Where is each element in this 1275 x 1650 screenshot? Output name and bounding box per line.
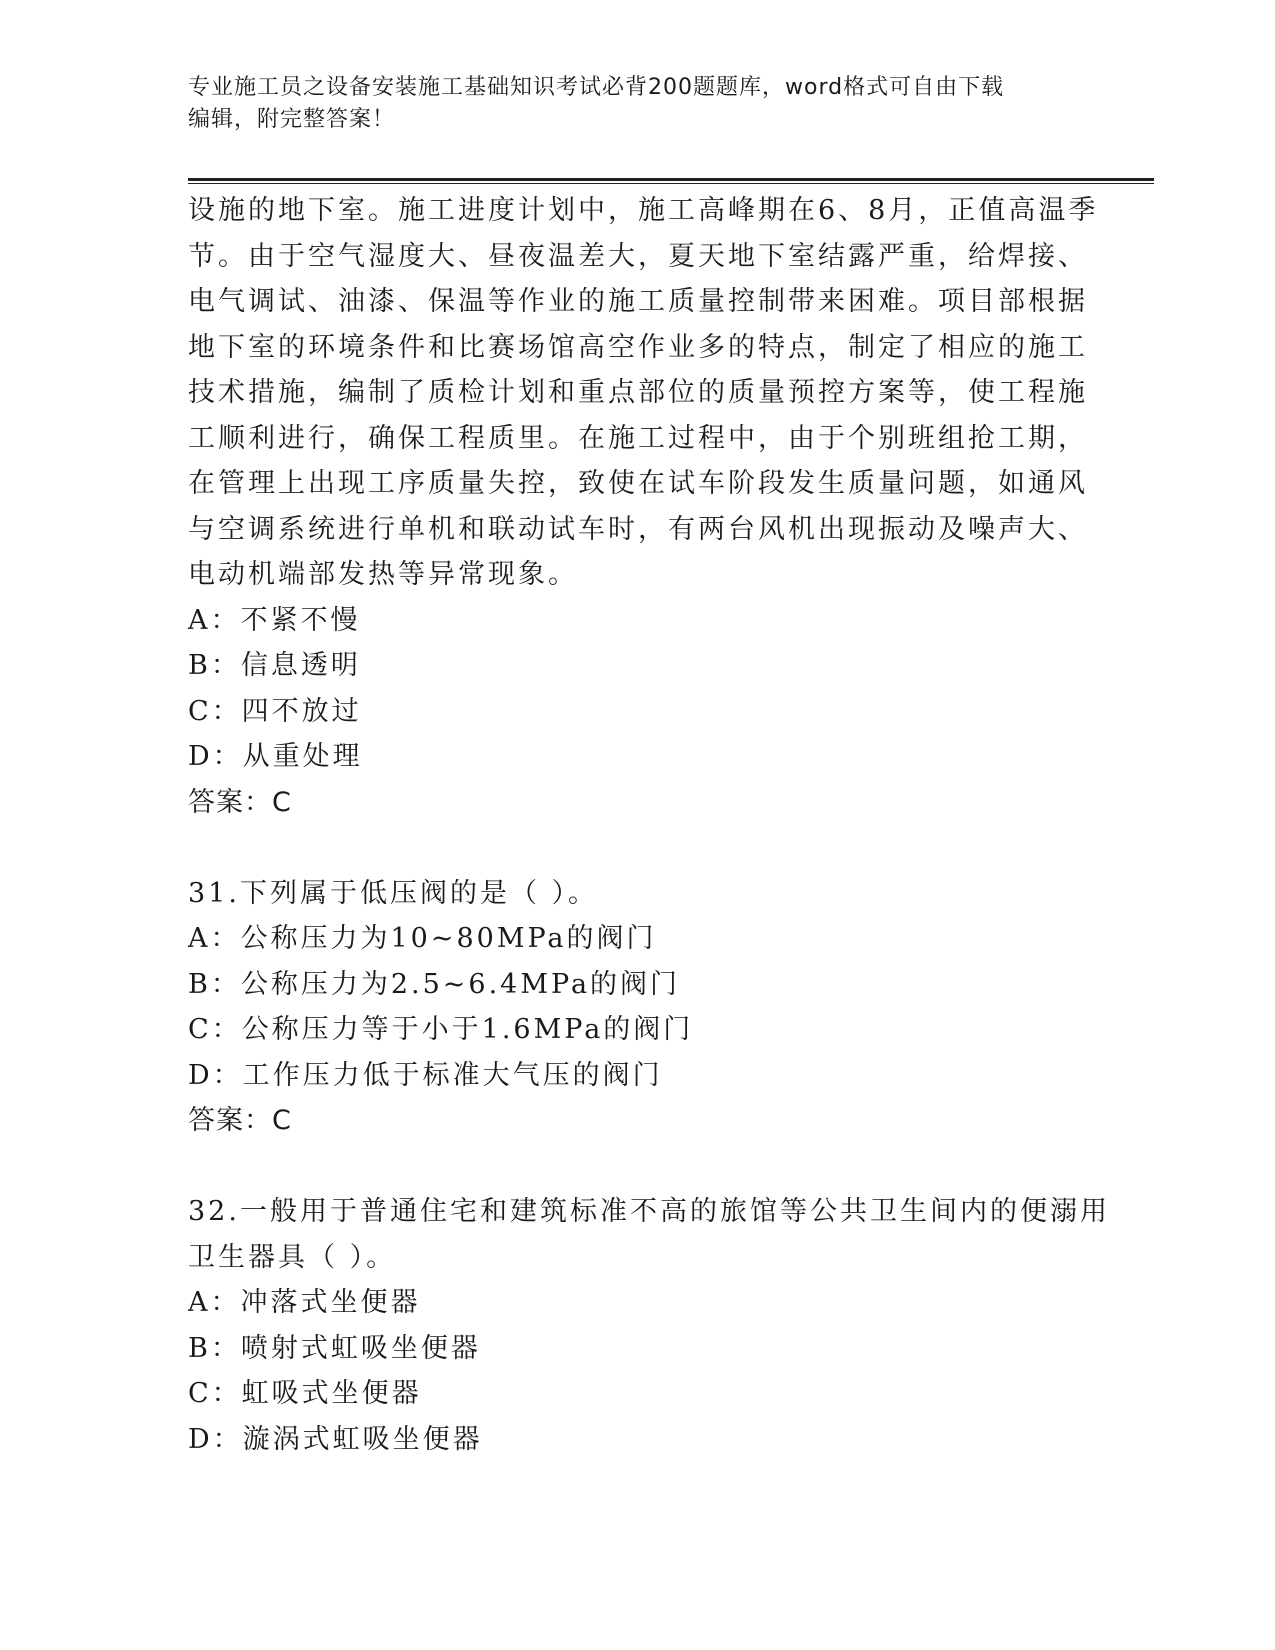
question-31: [188, 871, 1088, 1144]
question-32-stem-line2: 卫生器具（ ）。: [188, 1241, 397, 1273]
paragraph-line: 节。由于空气湿度大、昼夜温差大，夏天地下室结露严重，给焊接、: [188, 240, 1088, 272]
spacer: [188, 1144, 1088, 1190]
question-31-answer: 答案：C: [188, 1105, 292, 1136]
option-b: B：信息透明: [188, 650, 361, 681]
option-c: C：四不放过: [188, 695, 362, 727]
option-d: D：从重处理: [188, 741, 363, 772]
option-c: C：公称压力等于小于1.6MPa的阀门: [188, 1014, 694, 1045]
option-b: B：公称压力为2.5~6.4MPa的阀门: [188, 968, 681, 1000]
option-d: D：工作压力低于标准大气压的阀门: [188, 1059, 663, 1091]
question-32-stem-line1: 32.一般用于普通住宅和建筑标准不高的旅馆等公共卫生间内的便溺用: [188, 1196, 1110, 1227]
spacer: [188, 825, 1088, 871]
paragraph-line: 电气调试、油漆、保温等作业的施工质量控制带来困难。项目部根据: [188, 286, 1088, 317]
header-title-line2: 编辑，附完整答案！: [188, 107, 396, 132]
prev-question-options: [188, 598, 1088, 780]
option-b: B：喷射式虹吸坐便器: [188, 1332, 481, 1364]
option-d: D：漩涡式虹吸坐便器: [188, 1423, 483, 1455]
paragraph-line: 地下室的环境条件和比赛场馆高空作业多的特点，制定了相应的施工: [188, 331, 1088, 363]
paragraph-line: 在管理上出现工序质量失控，致使在试车阶段发生质量问题，如通风: [188, 468, 1088, 499]
question-31-stem: 31.下列属于低压阀的是（ ）。: [188, 877, 599, 909]
header-title-line1: 专业施工员之设备安装施工基础知识考试必背200题题库，word格式可自由下载: [188, 75, 1005, 100]
option-c: C：虹吸式坐便器: [188, 1378, 422, 1409]
question-32: [188, 1189, 1110, 1462]
paragraph-line: 设施的地下室。施工进度计划中，施工高峰期在6、8月，正值高温季: [188, 195, 1099, 226]
prev-question-answer: 答案：C: [188, 786, 292, 818]
prev-question-text: [188, 188, 1099, 598]
option-a: A：不紧不慢: [188, 604, 361, 636]
paragraph-line: 电动机端部发热等异常现象。: [188, 559, 578, 590]
paragraph-line: 工顺利进行，确保工程质里。在施工过程中，由于个别班组抢工期，: [188, 422, 1088, 454]
option-a: A：冲落式坐便器: [188, 1287, 421, 1318]
header-divider-thick: [188, 178, 1154, 181]
paragraph-line: 与空调系统进行单机和联动试车时，有两台风机出现振动及噪声大、: [188, 513, 1088, 545]
option-a: A：公称压力为10~80MPa的阀门: [188, 923, 657, 954]
question-content: [188, 188, 1110, 1462]
header-divider-thin: [188, 183, 1154, 184]
paragraph-line: 技术措施，编制了质检计划和重点部位的质量预控方案等，使工程施: [188, 377, 1088, 408]
document-header: [188, 72, 1068, 136]
